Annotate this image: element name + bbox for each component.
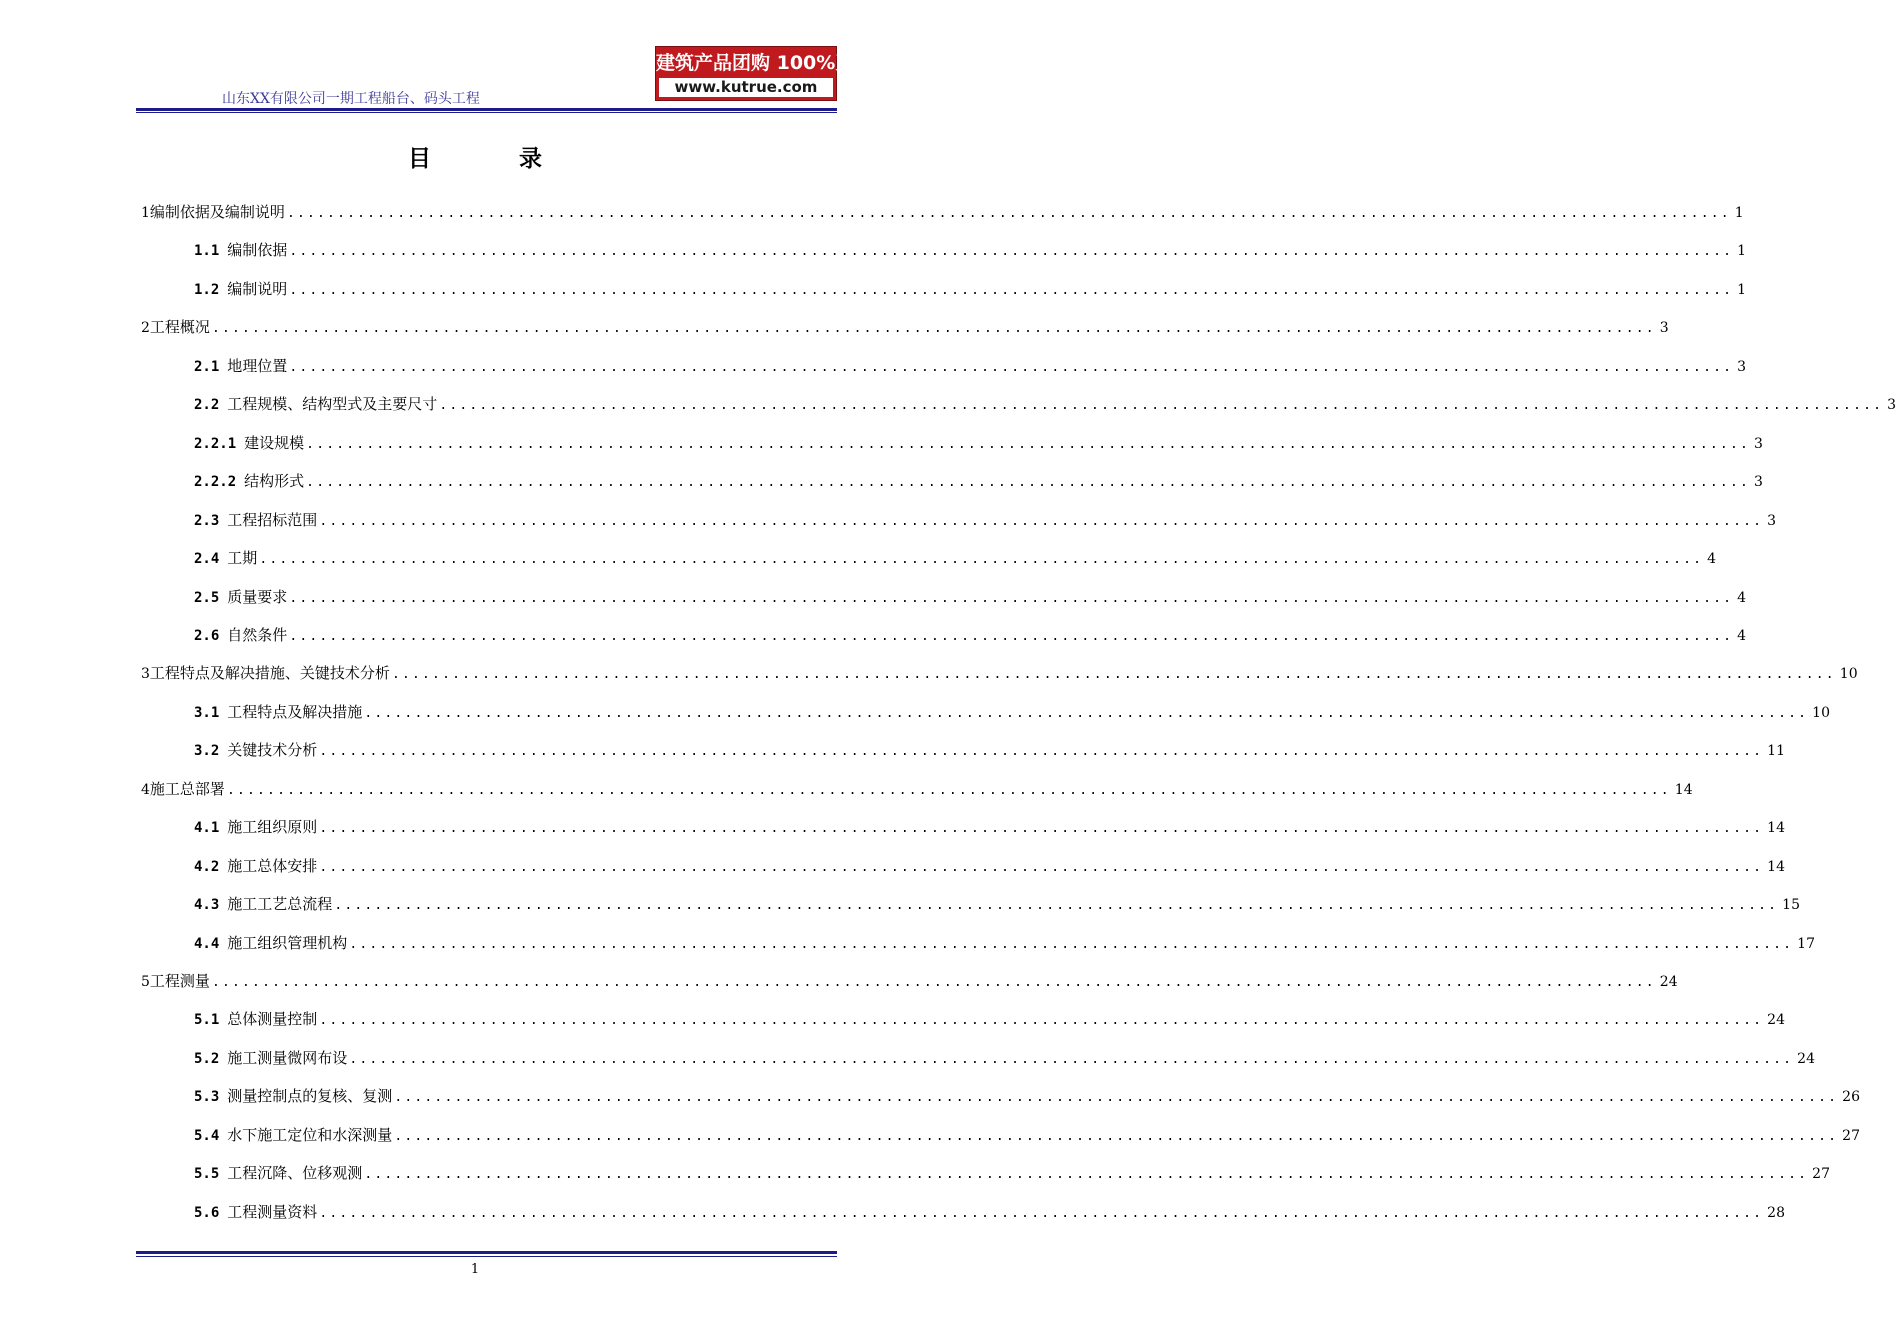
toc-entry-number: 2.1 bbox=[194, 358, 220, 375]
header-rule-thin bbox=[136, 112, 837, 113]
toc-entry-number: 2.5 bbox=[194, 589, 220, 606]
toc-entry-page: 4 bbox=[1737, 627, 1747, 644]
toc-entry-title: 总体测量控制 bbox=[227, 1010, 318, 1029]
toc-leader-dots bbox=[259, 548, 1703, 572]
toc-entry-page: 27 bbox=[1812, 1166, 1830, 1183]
toc-leader-dots bbox=[319, 1009, 1763, 1033]
toc-entry[interactable] bbox=[194, 931, 1815, 955]
toc-entry-title: 地理位置 bbox=[227, 356, 288, 375]
toc-entry-number: 4.4 bbox=[194, 935, 220, 952]
toc-entry[interactable] bbox=[194, 892, 1800, 916]
toc-entry-number: 2.2.1 bbox=[194, 435, 237, 452]
toc-entry-title: 水下施工定位和水深测量 bbox=[227, 1125, 393, 1144]
toc-entry[interactable] bbox=[194, 585, 1747, 609]
toc-entry-number: 4 bbox=[141, 781, 150, 798]
toc-entry[interactable] bbox=[141, 315, 1669, 339]
toc-leader-dots bbox=[319, 1202, 1763, 1226]
toc-leader-dots bbox=[439, 394, 1883, 418]
toc-entry[interactable] bbox=[194, 354, 1747, 378]
toc-entry-number: 5.3 bbox=[194, 1089, 220, 1106]
toc-entry-number: 5.5 bbox=[194, 1166, 220, 1183]
toc-entry-title: 工程规模、结构型式及主要尺寸 bbox=[227, 395, 438, 414]
header-company-project: 山东XX有限公司一期工程船台、码头工程 bbox=[222, 91, 480, 107]
toc-leader-dots bbox=[289, 625, 1733, 649]
toc-entry-page: 17 bbox=[1797, 935, 1815, 952]
toc-entry-page: 24 bbox=[1797, 1050, 1815, 1067]
toc-entry[interactable] bbox=[194, 392, 1896, 416]
toc-entry-title: 施工总部署 bbox=[149, 779, 225, 798]
toc-entry-number: 5.4 bbox=[194, 1127, 220, 1144]
toc-entry[interactable] bbox=[194, 700, 1830, 724]
toc-entry-title: 工程特点及解决措施 bbox=[227, 702, 363, 721]
toc-entry-title: 关键技术分析 bbox=[227, 741, 318, 760]
toc-entry-title: 施工测量微网布设 bbox=[227, 1048, 348, 1067]
toc-entry-page: 3 bbox=[1659, 320, 1669, 337]
toc-entry[interactable] bbox=[194, 277, 1747, 301]
toc-entry[interactable] bbox=[194, 469, 1763, 493]
toc-entry[interactable] bbox=[194, 738, 1785, 762]
toc-entry-title: 工程测量 bbox=[149, 972, 210, 990]
toc-entry-number: 1 bbox=[141, 205, 150, 221]
toc-leader-dots bbox=[287, 202, 1731, 226]
toc-leader-dots bbox=[319, 740, 1763, 764]
toc-entry-title: 施工组织管理机构 bbox=[227, 933, 348, 952]
toc-heading: 目录 bbox=[408, 146, 630, 172]
toc-entry-page: 3 bbox=[1887, 397, 1896, 414]
toc-entry-title: 工程测量资料 bbox=[227, 1202, 318, 1221]
toc-entry-page: 28 bbox=[1767, 1204, 1785, 1221]
toc-leader-dots bbox=[212, 317, 1656, 341]
toc-leader-dots bbox=[289, 587, 1733, 611]
toc-entry-page: 11 bbox=[1767, 743, 1785, 760]
toc-entry-number: 5.2 bbox=[194, 1050, 220, 1067]
toc-entry-number: 3.2 bbox=[194, 743, 220, 760]
brand-logo-slogan: 建筑产品团购 100%正品 bbox=[656, 52, 874, 74]
header-rule-thick bbox=[136, 108, 837, 111]
toc-leader-dots bbox=[306, 471, 1750, 495]
toc-entry-title: 施工总体安排 bbox=[227, 856, 318, 875]
toc-entry[interactable] bbox=[141, 661, 1858, 685]
toc-entry-number: 4.2 bbox=[194, 858, 220, 875]
toc-entry[interactable] bbox=[194, 508, 1777, 532]
toc-leader-dots bbox=[319, 510, 1763, 534]
toc-entry-number: 4.1 bbox=[194, 820, 220, 837]
toc-entry-title: 工程招标范围 bbox=[227, 510, 318, 529]
toc-entry-page: 1 bbox=[1737, 281, 1747, 298]
toc-entry-title: 工期 bbox=[227, 549, 258, 568]
toc-leader-dots bbox=[334, 894, 1778, 918]
toc-entry[interactable] bbox=[141, 200, 1744, 224]
toc-entry-number: 5.6 bbox=[194, 1204, 220, 1221]
toc-entry-title: 工程沉降、位移观测 bbox=[227, 1164, 363, 1183]
toc-entry-page: 24 bbox=[1659, 974, 1678, 990]
toc-entry-title: 质量要求 bbox=[227, 587, 288, 606]
toc-entry-title: 测量控制点的复核、复测 bbox=[227, 1087, 393, 1106]
toc-entry-page: 1 bbox=[1737, 243, 1747, 260]
toc-entry[interactable] bbox=[141, 777, 1693, 801]
toc-leader-dots bbox=[349, 1048, 1793, 1072]
toc-entry-title: 自然条件 bbox=[227, 625, 288, 644]
toc-entry-title: 结构形式 bbox=[244, 472, 305, 491]
toc-entry[interactable] bbox=[194, 815, 1785, 839]
toc-leader-dots bbox=[319, 817, 1763, 841]
toc-entry[interactable] bbox=[194, 238, 1747, 262]
toc-entry-page: 3 bbox=[1754, 435, 1763, 452]
toc-leader-dots bbox=[289, 356, 1733, 380]
toc-entry-title: 编制说明 bbox=[227, 279, 288, 298]
toc-leader-dots bbox=[392, 663, 1836, 687]
toc-entry-title: 工程概况 bbox=[149, 318, 210, 337]
toc-leader-dots bbox=[394, 1086, 1838, 1110]
brand-logo[interactable] bbox=[655, 46, 874, 101]
toc-leader-dots bbox=[364, 1163, 1808, 1187]
toc-entry-page: 14 bbox=[1674, 781, 1693, 798]
toc-entry-number: 2.2.2 bbox=[194, 474, 237, 491]
toc-entry-number: 2.2 bbox=[194, 397, 220, 414]
toc-entry[interactable] bbox=[194, 854, 1785, 878]
toc-entry-page: 4 bbox=[1737, 589, 1747, 606]
toc-entry-page: 26 bbox=[1842, 1089, 1860, 1106]
toc-entry-number: 4.3 bbox=[194, 897, 220, 914]
toc-entry-number: 2.6 bbox=[194, 627, 220, 644]
toc-leader-dots bbox=[289, 279, 1733, 303]
toc-leader-dots bbox=[212, 971, 1656, 995]
toc-entry-number: 2.4 bbox=[194, 551, 220, 568]
toc-entry[interactable] bbox=[194, 546, 1717, 570]
toc-entry-title: 工程特点及解决措施、关键技术分析 bbox=[149, 664, 390, 683]
toc-entry-page: 24 bbox=[1767, 1012, 1785, 1029]
toc-entry-page: 10 bbox=[1839, 666, 1858, 683]
toc-entry-title: 编制依据 bbox=[227, 241, 288, 260]
toc-entry[interactable] bbox=[194, 1084, 1860, 1108]
toc-entry-number: 5.1 bbox=[194, 1012, 220, 1029]
toc-entry-title: 编制依据及编制说明 bbox=[149, 203, 285, 221]
toc-entry-number: 2.3 bbox=[194, 512, 220, 529]
toc-entry-page: 14 bbox=[1767, 858, 1785, 875]
toc-entry-title: 施工组织原则 bbox=[227, 818, 318, 837]
toc-entry[interactable] bbox=[194, 1046, 1815, 1070]
toc-entry-title: 建设规模 bbox=[244, 433, 305, 452]
toc-entry-page: 3 bbox=[1767, 512, 1777, 529]
toc-entry[interactable] bbox=[194, 1161, 1830, 1185]
toc-entry-page: 27 bbox=[1842, 1127, 1860, 1144]
toc-entry[interactable] bbox=[194, 431, 1763, 455]
toc-entry-number: 3.1 bbox=[194, 704, 220, 721]
toc-entry-page: 1 bbox=[1734, 205, 1744, 221]
toc-leader-dots bbox=[289, 240, 1733, 264]
toc-entry-page: 14 bbox=[1767, 820, 1785, 837]
toc-leader-dots bbox=[394, 1125, 1838, 1149]
toc-entry-number: 3 bbox=[141, 666, 150, 683]
toc-entry-number: 1.1 bbox=[194, 243, 220, 260]
toc-entry-page: 3 bbox=[1737, 358, 1747, 375]
footer-rule-thin bbox=[136, 1256, 837, 1257]
toc-entry-page: 10 bbox=[1812, 704, 1830, 721]
toc-leader-dots bbox=[227, 779, 1671, 803]
toc-leader-dots bbox=[349, 933, 1793, 957]
toc-entry-page: 4 bbox=[1707, 551, 1717, 568]
toc-entry-number: 5 bbox=[141, 974, 150, 990]
toc-leader-dots bbox=[364, 702, 1808, 726]
toc-entry[interactable] bbox=[194, 1123, 1860, 1147]
toc-entry[interactable] bbox=[194, 623, 1747, 647]
toc-entry[interactable] bbox=[194, 1007, 1785, 1031]
brand-logo-url: www.kutrue.com bbox=[659, 78, 833, 97]
toc-entry-page: 15 bbox=[1782, 897, 1800, 914]
toc-entry-page: 3 bbox=[1754, 474, 1763, 491]
toc-entry[interactable] bbox=[194, 1200, 1785, 1224]
toc-leader-dots bbox=[319, 856, 1763, 880]
toc-entry-title: 施工工艺总流程 bbox=[227, 895, 333, 914]
toc-entry-number: 2 bbox=[141, 320, 150, 337]
toc-entry[interactable] bbox=[141, 969, 1678, 993]
footer-rule-thick bbox=[136, 1251, 837, 1254]
toc-leader-dots bbox=[306, 433, 1750, 457]
footer-page-number: 1 bbox=[470, 1262, 480, 1277]
toc-entry-number: 1.2 bbox=[194, 281, 220, 298]
